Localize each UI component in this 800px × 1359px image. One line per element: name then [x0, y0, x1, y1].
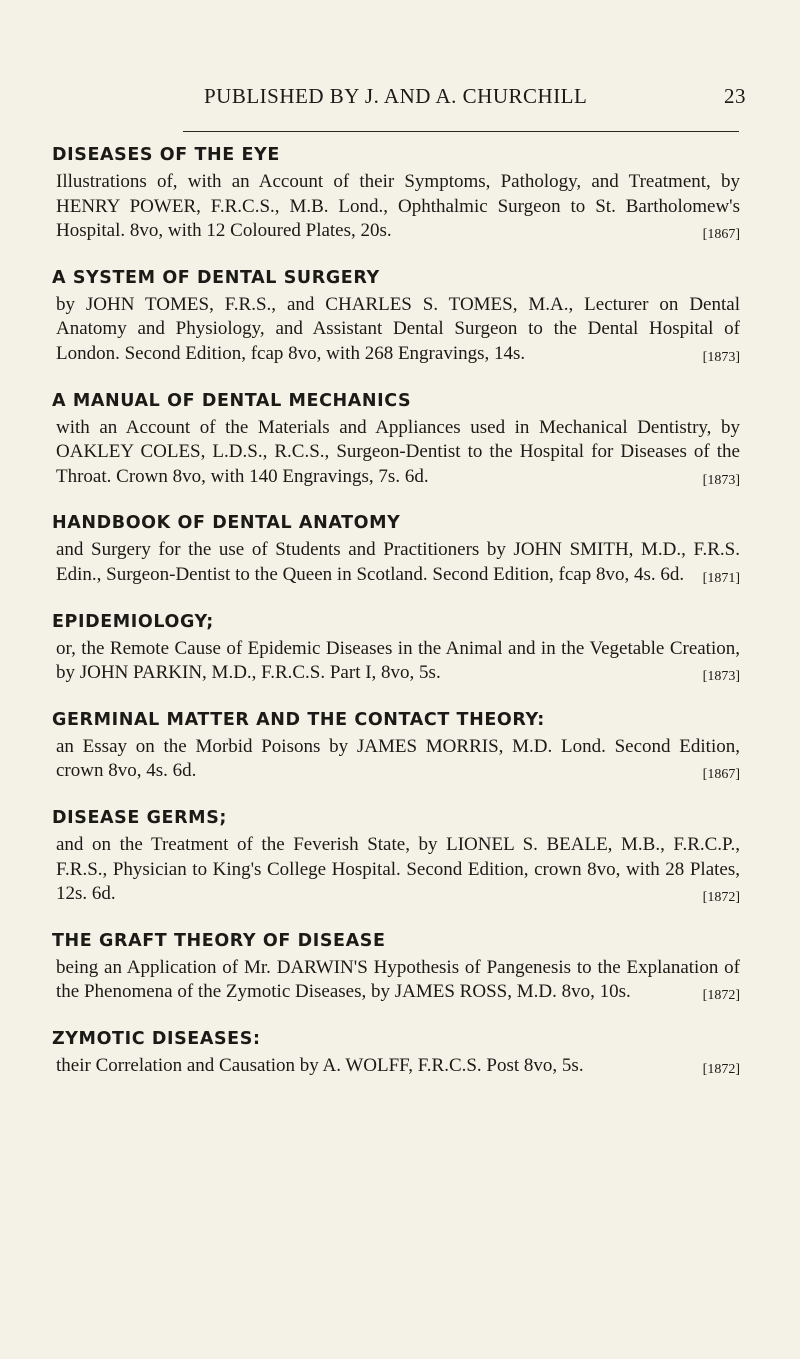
entry-text: or, the Remote Cause of Epidemic Diseases in the Animal and in the Vegetable Creation, by JOHN PARKIN, M.D., F.R.C.S. Part I, 8vo, 5s.	[56, 637, 740, 684]
catalogue-entry	[46, 263, 740, 371]
entry-year: [1872]	[702, 1061, 740, 1077]
entry-year: [1867]	[702, 227, 740, 243]
entry-title: HANDBOOK OF DENTAL ANATOMY	[52, 513, 401, 534]
page-number: 23	[724, 84, 746, 108]
entry-title: DISEASE GERMS;	[52, 807, 228, 828]
entry-title: GERMINAL MATTER AND THE CONTACT THEORY:	[52, 709, 545, 730]
catalogue-entry	[46, 1024, 740, 1083]
entry-text: by JOHN TOMES, F.R.S., and CHARLES S. TOMES, M.A., Lecturer on Dental Anatomy and Physiology, and Assistant Dental Surgeon to the Dental Hospital of London. Second Edition, fcap 8vo, with 268 Engravings, 14s.	[56, 293, 740, 364]
entry-text: Illustrations of, with an Account of their Symptoms, Pathology, and Treatment, by HENRY POWER, F.R.C.S., M.B. Lond., Ophthalmic Surgeon to St. Bartholomew's Hospital. 8vo, with 12 Coloured Plates, 20s.	[56, 171, 740, 242]
entry-text: and on the Treatment of the Feverish State, by LIONEL S. BEALE, M.B., F.R.C.P., F.R.S., Physician to King's College Hospital. Second Edition, crown 8vo, with 28 Plates, 12s. 6d.	[56, 833, 740, 905]
entry-description	[56, 538, 740, 591]
catalogue-entry	[46, 508, 740, 591]
entry-text: their Correlation and Causation by A. WOLFF, F.R.C.S. Post 8vo, 5s.	[56, 1054, 584, 1076]
catalogue-entry	[46, 607, 740, 690]
entry-text: with an Account of the Materials and Appliances used in Mechanical Dentistry, by OAKLEY COLES, L.D.S., R.C.S., Surgeon-Dentist to the Hospital for Diseases of the Throat. Crown 8vo, with 140 Engravings, 7s. 6d.	[56, 416, 740, 487]
entry-year: [1873]	[702, 669, 740, 685]
header-title: PUBLISHED BY J. AND A. CHURCHILL	[204, 84, 588, 108]
entry-description	[56, 170, 740, 248]
catalogue-entry	[46, 705, 740, 788]
entry-title: DISEASES OF THE EYE	[52, 145, 280, 165]
entry-description	[56, 637, 740, 690]
entry-description	[56, 735, 740, 788]
entry-description	[56, 956, 740, 1009]
header-rule	[183, 131, 739, 132]
entry-text: being an Application of Mr. DARWIN'S Hypothesis of Pangenesis to the Explanation of the Phenomena of the Zymotic Diseases, by JAMES ROSS, M.D. 8vo, 10s.	[56, 956, 740, 1003]
entry-text: and Surgery for the use of Students and Practitioners by JOHN SMITH, M.D., F.R.S. Edin., Surgeon-Dentist to the Queen in Scotland. Second Edition, fcap 8vo, 4s. 6d.	[56, 539, 740, 585]
catalogue-entry	[46, 926, 740, 1009]
entry-title: A MANUAL OF DENTAL MECHANICS	[52, 390, 412, 411]
catalogue-entry	[46, 803, 740, 911]
entry-description	[56, 833, 740, 911]
entry-description	[56, 416, 740, 494]
entry-description	[56, 1054, 740, 1083]
entry-year: [1872]	[702, 890, 740, 906]
catalogue-entry	[46, 140, 740, 248]
entry-year: [1873]	[702, 472, 740, 488]
entry-title: A SYSTEM OF DENTAL SURGERY	[52, 267, 380, 288]
entry-title: EPIDEMIOLOGY;	[52, 611, 214, 632]
entry-year: [1872]	[702, 988, 740, 1004]
entry-title: THE GRAFT THEORY OF DISEASE	[52, 930, 386, 951]
entry-title: ZYMOTIC DISEASES:	[52, 1028, 261, 1049]
entry-year: [1873]	[702, 349, 740, 365]
entry-year: [1867]	[702, 767, 740, 783]
entry-text: an Essay on the Morbid Poisons by JAMES MORRIS, M.D. Lond. Second Edition, crown 8vo, 4s. 6d.	[56, 735, 740, 782]
entry-year: [1871]	[702, 570, 740, 586]
catalogue-entries	[46, 140, 740, 1097]
catalogue-entry	[46, 386, 740, 494]
entry-description	[56, 293, 740, 371]
